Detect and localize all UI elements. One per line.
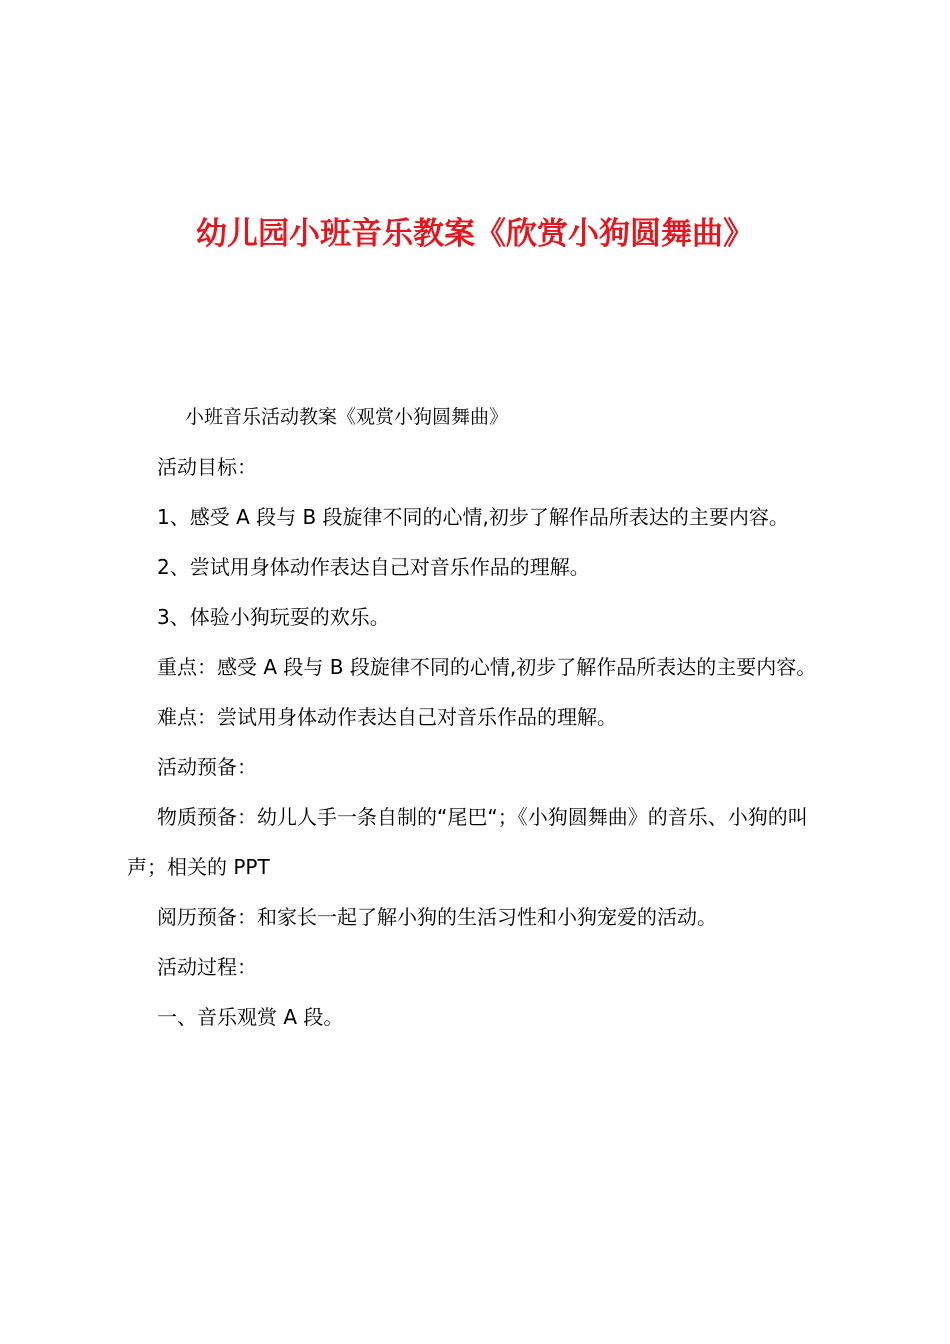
difficulty-paragraph: 难点：尝试用身体动作表达自己对音乐作品的理解。 <box>157 705 617 729</box>
goal-item-2: 2、尝试用身体动作表达自己对音乐作品的理解。 <box>157 555 590 579</box>
goal-item-1: 1、感受 A 段与 B 段旋律不同的心情,初步了解作品所表达的主要内容。 <box>157 505 789 529</box>
key-point-paragraph: 重点：感受 A 段与 B 段旋律不同的心情,初步了解作品所表达的主要内容。 <box>157 655 817 679</box>
section-heading-preparation: 活动预备： <box>157 755 257 779</box>
subtitle-paragraph: 小班音乐活动教案《观赏小狗圆舞曲》 <box>185 406 509 428</box>
experience-preparation-paragraph: 阅历预备：和家长一起了解小狗的生活习性和小狗宠爱的活动。 <box>157 905 717 929</box>
document-title: 幼儿园小班音乐教案《欣赏小狗圆舞曲》 <box>196 216 754 252</box>
section-heading-goals: 活动目标： <box>157 455 257 479</box>
process-step-1: 一、音乐观赏 A 段。 <box>157 1005 344 1029</box>
section-heading-process: 活动过程： <box>157 955 257 979</box>
material-preparation-paragraph: 物质预备：幼儿人手一条自制的“尾巴“；《小狗圆舞曲》的音乐、小狗的叫声；相关的 PPT <box>127 805 808 879</box>
goal-item-3: 3、体验小狗玩耍的欢乐。 <box>157 605 390 629</box>
document-body <box>127 392 835 1042</box>
